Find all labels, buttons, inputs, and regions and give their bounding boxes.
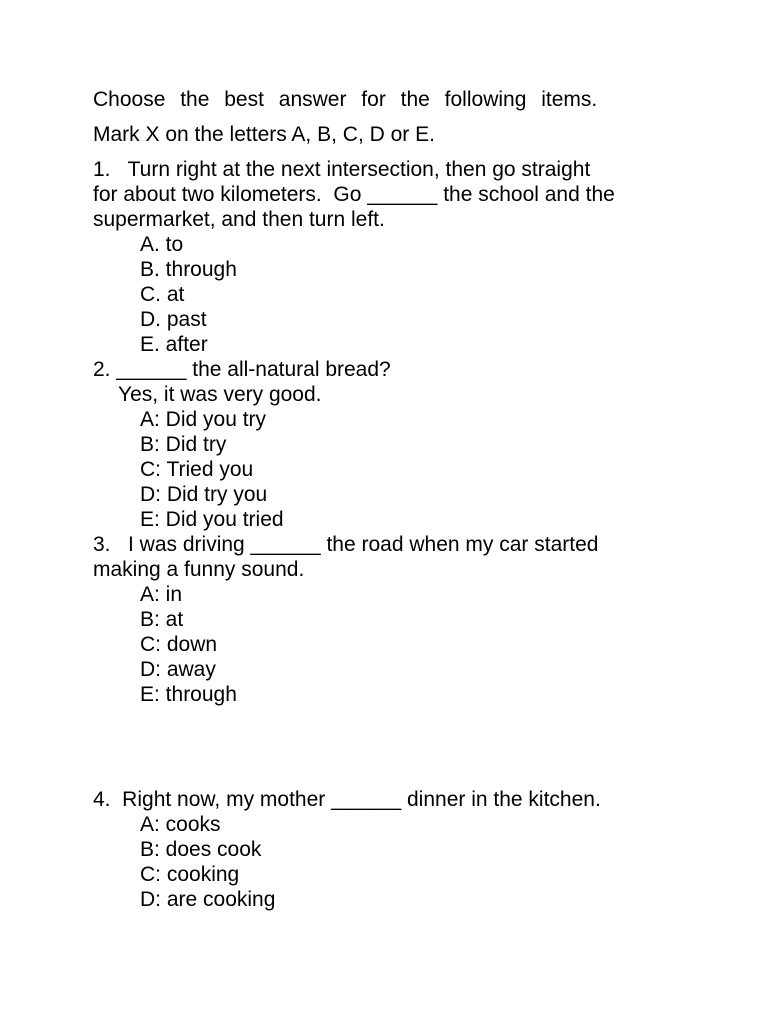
spacer [93,112,693,122]
option-c: C: cooking [140,863,240,886]
option-c: C: Tried you [140,458,254,481]
option-c: C. at [140,283,185,306]
option-b: B: at [140,608,184,631]
question-1 [93,157,693,357]
instruction-line-2: Mark X on the letters A, B, C, D or E. [93,123,435,146]
option-e: E: Did you tried [140,508,284,531]
question-4 [93,787,693,912]
option-c: C: down [140,633,218,656]
option-e: E: through [140,683,237,706]
option-e: E. after [140,333,208,356]
question-3 [93,532,693,707]
option-b: B: Did try [140,433,227,456]
option-a: A. to [140,233,184,256]
question-2 [93,357,693,532]
option-b: B. through [140,258,237,281]
worksheet-page [93,87,693,912]
option-b: B: does cook [140,838,262,861]
question-text-line: for about two kilometers. Go ______ the school and the [93,183,615,206]
option-d: D: Did try you [140,483,268,506]
option-a: A: cooks [140,813,221,836]
option-d: D: away [140,658,216,681]
question-text-line: making a funny sound. [93,558,305,581]
option-a: A: Did you try [140,408,267,431]
question-text-line: 2. ______ the all-natural bread? [93,358,391,381]
spacer [93,147,693,157]
question-text-line: 1. Turn right at the next intersection, then go straight [93,158,591,181]
option-d: D: are cooking [140,888,276,911]
question-text-line: 3. I was driving ______ the road when my car started [93,533,599,556]
question-text-line: 4. Right now, my mother ______ dinner in the kitchen. [93,788,601,811]
spacer [93,707,693,787]
instruction-line-1: Choose the best answer for the following items. [93,88,598,111]
option-a: A: in [140,583,183,606]
question-text-line: supermarket, and then turn left. [93,208,385,231]
question-answer-line: Yes, it was very good. [118,383,322,406]
option-d: D. past [140,308,207,331]
